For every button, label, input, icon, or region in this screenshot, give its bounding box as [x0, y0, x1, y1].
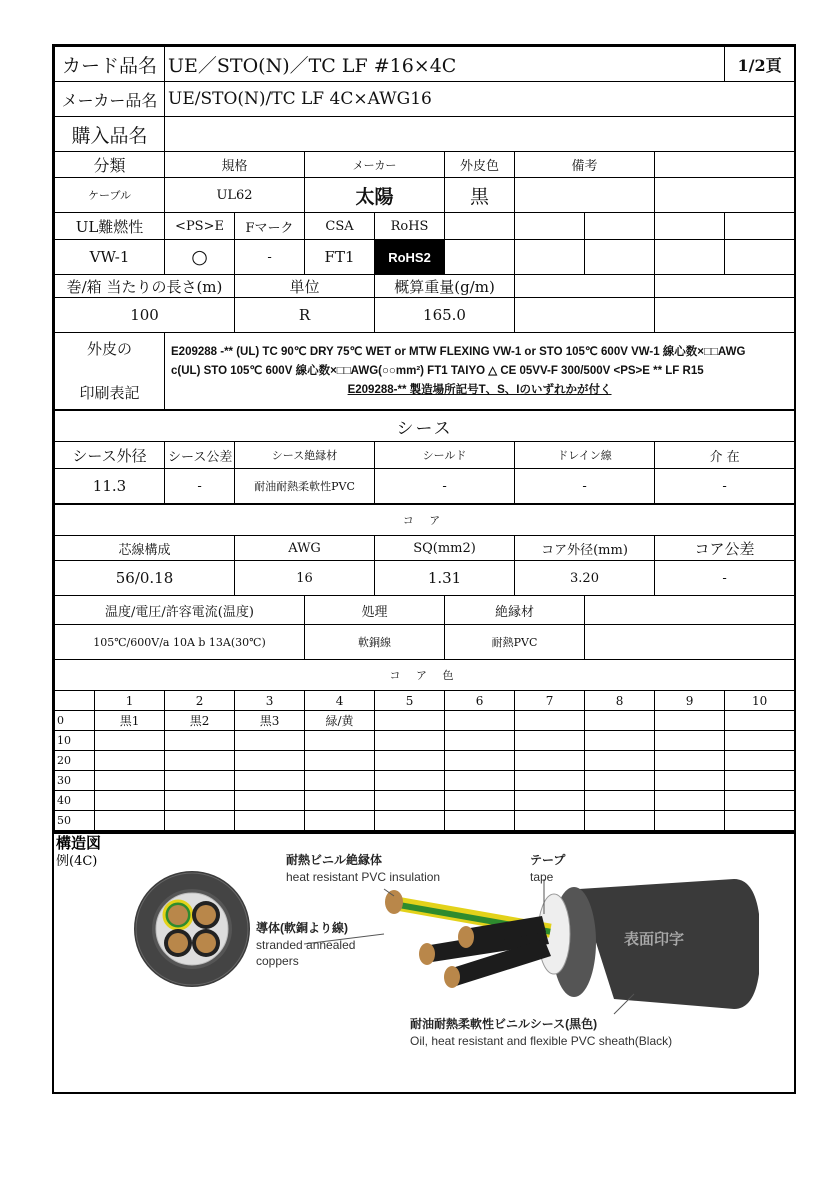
- core-color-cell: [235, 731, 305, 751]
- pse-header: <PS>E: [165, 213, 235, 240]
- shield-value: -: [375, 469, 515, 505]
- shield-header: シールド: [375, 442, 515, 469]
- structure-diagram: [54, 831, 794, 1070]
- core-tolerance-value: -: [655, 561, 795, 596]
- sheath-insulation-header: シース絶縁材: [235, 442, 375, 469]
- insulation-label-en: heat resistant PVC insulation: [286, 870, 441, 884]
- core-color-cell: [445, 811, 515, 831]
- conductor-label-jp: 導体(軟銅より線): [256, 921, 348, 935]
- core-color-col-5: 5: [375, 691, 445, 711]
- core-color-cell: [95, 791, 165, 811]
- print-marking-text: [165, 333, 795, 411]
- core-color-col-2: 2: [165, 691, 235, 711]
- csa-header: CSA: [305, 213, 375, 240]
- core-color-cell: [165, 771, 235, 791]
- remarks-value: [515, 178, 655, 213]
- core-color-cell: [515, 791, 585, 811]
- page-number: 1/2頁: [725, 47, 795, 82]
- core-color-cell: 黒2: [165, 711, 235, 731]
- print-marking-label-top: 外皮の: [87, 340, 133, 358]
- core-color-cell: [585, 771, 655, 791]
- core-color-col-3: 3: [235, 691, 305, 711]
- core-color-cell: [515, 811, 585, 831]
- core-color-col-8: 8: [585, 691, 655, 711]
- sq-value: 1.31: [375, 561, 515, 596]
- core-color-cell: [585, 791, 655, 811]
- purchase-name-label: 購入品名: [55, 117, 165, 152]
- structure-title: 構造図: [56, 835, 102, 852]
- filler-header: 介 在: [655, 442, 795, 469]
- core-color-rows: [55, 711, 795, 831]
- rohs-header: RoHS: [375, 213, 445, 240]
- core-color-cell: [725, 811, 795, 831]
- core-color-cell: [445, 731, 515, 751]
- card-name-value: UE／STO(N)／TC LF #16×4C: [165, 47, 725, 82]
- drain-wire-value: -: [515, 469, 655, 505]
- core-color-cell: [235, 811, 305, 831]
- core-color-col-7: 7: [515, 691, 585, 711]
- core-tolerance-header: コア公差: [655, 536, 795, 561]
- sheath-tolerance-value: -: [165, 469, 235, 505]
- blank-cell: [655, 298, 795, 333]
- card-name-label: カード品名: [55, 47, 165, 82]
- table-row: [55, 771, 795, 791]
- table-row: [55, 711, 795, 731]
- classification-header: 分類: [55, 152, 165, 178]
- sq-header: SQ(mm2): [375, 536, 515, 561]
- print-marking-label-bottom: 印刷表記: [79, 384, 140, 402]
- spec-sheet: [52, 44, 796, 1094]
- awg-header: AWG: [235, 536, 375, 561]
- core-color-cell: [445, 751, 515, 771]
- awg-value: 16: [235, 561, 375, 596]
- core-color-cell: [95, 751, 165, 771]
- conductor-label-en-2: coppers: [256, 954, 299, 968]
- classification-value: ケーブル: [55, 178, 165, 213]
- unit-value: R: [235, 298, 375, 333]
- core-color-row-index: 0: [55, 711, 95, 731]
- blank-cell: [655, 240, 725, 275]
- rating-value: 105℃/600V/a 10A b 13A(30℃): [55, 625, 305, 660]
- rating-header: 温度/電圧/許容電流(温度): [55, 596, 305, 625]
- core-color-cell: 黒3: [235, 711, 305, 731]
- core-color-cell: [95, 731, 165, 751]
- cable-side-view-icon: [385, 879, 759, 1009]
- blank-cell: [655, 213, 725, 240]
- core-color-cell: [305, 751, 375, 771]
- core-color-cell: [235, 771, 305, 791]
- core-color-cell: [515, 751, 585, 771]
- spec-table: [54, 46, 795, 831]
- core-color-cell: [725, 791, 795, 811]
- print-marking-line3: E209288-** 製造場所記号T、S、Iのいずれかが付く: [347, 383, 612, 396]
- core-color-row-index: 20: [55, 751, 95, 771]
- sheath-insulation-value: 耐油耐熱柔軟性PVC: [235, 469, 375, 505]
- blank-cell: [445, 240, 515, 275]
- maker-header: メーカー: [305, 152, 445, 178]
- blank-cell: [655, 178, 795, 213]
- f-mark-value: -: [235, 240, 305, 275]
- ul-flame-header: UL難燃性: [55, 213, 165, 240]
- table-row: [55, 811, 795, 831]
- core-color-cell: [725, 751, 795, 771]
- blank-cell: [585, 213, 655, 240]
- purchase-name-value: [165, 117, 795, 152]
- sheath-label-en: Oil, heat resistant and flexible PVC sheath(Black): [410, 1034, 673, 1048]
- remarks-header: 備考: [515, 152, 655, 178]
- ul-flame-value: VW-1: [55, 240, 165, 275]
- maker-name-value: UE/STO(N)/TC LF 4C×AWG16: [165, 82, 795, 117]
- conductor-construction-value: 56/0.18: [55, 561, 235, 596]
- blank-cell: [445, 213, 515, 240]
- core-color-cell: [655, 771, 725, 791]
- core-color-cell: [515, 711, 585, 731]
- core-color-cell: [375, 731, 445, 751]
- core-color-cell: [165, 791, 235, 811]
- core-color-cell: [235, 791, 305, 811]
- core-color-cell: [445, 791, 515, 811]
- treatment-value: 軟銅線: [305, 625, 445, 660]
- sheath-color-value: 黒: [445, 178, 515, 213]
- core-color-col-6: 6: [445, 691, 515, 711]
- core-color-cell: [515, 731, 585, 751]
- sheath-color-header: 外皮色: [445, 152, 515, 178]
- core-color-cell: [165, 731, 235, 751]
- conductor-label-en-1: stranded annealed: [256, 938, 356, 952]
- core-color-section-title: コ ア 色: [55, 660, 795, 691]
- blank-cell: [725, 240, 795, 275]
- core-color-cell: [725, 771, 795, 791]
- core-color-cell: [585, 811, 655, 831]
- core-color-col-9: 9: [655, 691, 725, 711]
- standard-value: UL62: [165, 178, 305, 213]
- sheath-section-title: シース: [55, 410, 795, 442]
- pse-value: ○: [165, 240, 235, 275]
- table-row: [55, 751, 795, 771]
- core-color-cell: [655, 731, 725, 751]
- core-color-cell: [445, 771, 515, 791]
- insulation-value: 耐熱PVC: [445, 625, 585, 660]
- core-color-cell: 黒1: [95, 711, 165, 731]
- print-marking-line2: c(UL) STO 105℃ 600V 線心数×□□AWG(○○mm²) FT1 TAIYO △ CE 05VV-F 300/500V <PS>E ** LF R15: [171, 364, 704, 377]
- sheath-label-jp: 耐油耐熱柔軟性ビニルシース(黒色): [410, 1017, 598, 1031]
- sheath-od-header: シース外径: [55, 442, 165, 469]
- core-color-row-index: 10: [55, 731, 95, 751]
- core-color-cell: [585, 711, 655, 731]
- core-color-cell: [305, 731, 375, 751]
- structure-example: 例(4C): [56, 854, 98, 869]
- length-value: 100: [55, 298, 235, 333]
- cross-section-icon: [134, 871, 250, 987]
- core-color-row-index: 30: [55, 771, 95, 791]
- core-color-cell: [445, 711, 515, 731]
- maker-name-label: メーカー品名: [55, 82, 165, 117]
- core-color-col-4: 4: [305, 691, 375, 711]
- conductor-construction-header: 芯線構成: [55, 536, 235, 561]
- blank-cell: [585, 596, 795, 625]
- drain-wire-header: ドレイン線: [515, 442, 655, 469]
- maker-value: 太陽: [305, 178, 445, 213]
- core-color-cell: 緑/黄: [305, 711, 375, 731]
- treatment-header: 処理: [305, 596, 445, 625]
- core-color-cell: [305, 771, 375, 791]
- core-color-cell: [655, 811, 725, 831]
- blank-cell: [515, 240, 585, 275]
- f-mark-header: Fマーク: [235, 213, 305, 240]
- core-od-value: 3.20: [515, 561, 655, 596]
- length-header: 巻/箱 当たりの長さ(m): [55, 275, 235, 298]
- core-color-cell: [655, 711, 725, 731]
- core-color-cell: [655, 751, 725, 771]
- core-color-col-1: 1: [95, 691, 165, 711]
- core-color-col-10: 10: [725, 691, 795, 711]
- core-color-cell: [725, 731, 795, 751]
- core-color-row-index: 50: [55, 811, 95, 831]
- core-color-cell: [375, 751, 445, 771]
- core-color-cell: [585, 731, 655, 751]
- core-color-cell: [515, 771, 585, 791]
- table-row: [55, 791, 795, 811]
- core-section-title: コ ア: [55, 504, 795, 536]
- standard-header: 規格: [165, 152, 305, 178]
- blank-cell: [655, 152, 795, 178]
- insulation-header: 絶縁材: [445, 596, 585, 625]
- table-row: [55, 731, 795, 751]
- sheath-od-value: 11.3: [55, 469, 165, 505]
- blank-cell: [585, 240, 655, 275]
- print-marking-label: [55, 333, 165, 411]
- blank-cell: [585, 625, 795, 660]
- core-color-cell: [725, 711, 795, 731]
- blank-cell: [655, 275, 795, 298]
- blank-cell: [515, 213, 585, 240]
- core-color-cell: [305, 791, 375, 811]
- core-color-corner: [55, 691, 95, 711]
- print-marking-line1: E209288 -** (UL) TC 90℃ DRY 75℃ WET or MTW FLEXING VW-1 or STO 105℃ 600V VW-1 線心数×□□AWG: [171, 345, 746, 358]
- core-color-cell: [375, 711, 445, 731]
- surface-print-label: 表面印字: [624, 931, 685, 948]
- core-color-cell: [375, 791, 445, 811]
- weight-value: 165.0: [375, 298, 515, 333]
- core-color-cell: [375, 771, 445, 791]
- filler-value: -: [655, 469, 795, 505]
- core-color-cell: [585, 751, 655, 771]
- core-color-row-index: 40: [55, 791, 95, 811]
- blank-cell: [725, 213, 795, 240]
- core-color-cell: [305, 811, 375, 831]
- blank-cell: [515, 275, 655, 298]
- core-color-cell: [655, 791, 725, 811]
- csa-value: FT1: [305, 240, 375, 275]
- core-color-cell: [235, 751, 305, 771]
- core-color-cell: [95, 771, 165, 791]
- tape-label-en: tape: [530, 870, 554, 884]
- insulation-label-jp: 耐熱ビニル絶縁体: [286, 853, 383, 867]
- core-color-cell: [165, 751, 235, 771]
- rohs-badge: RoHS2: [375, 240, 445, 275]
- core-od-header: コア外径(mm): [515, 536, 655, 561]
- weight-header: 概算重量(g/m): [375, 275, 515, 298]
- sheath-tolerance-header: シース公差: [165, 442, 235, 469]
- core-color-cell: [165, 811, 235, 831]
- blank-cell: [515, 298, 655, 333]
- unit-header: 単位: [235, 275, 375, 298]
- core-color-cell: [375, 811, 445, 831]
- tape-label-jp: テープ: [530, 853, 566, 867]
- core-color-cell: [95, 811, 165, 831]
